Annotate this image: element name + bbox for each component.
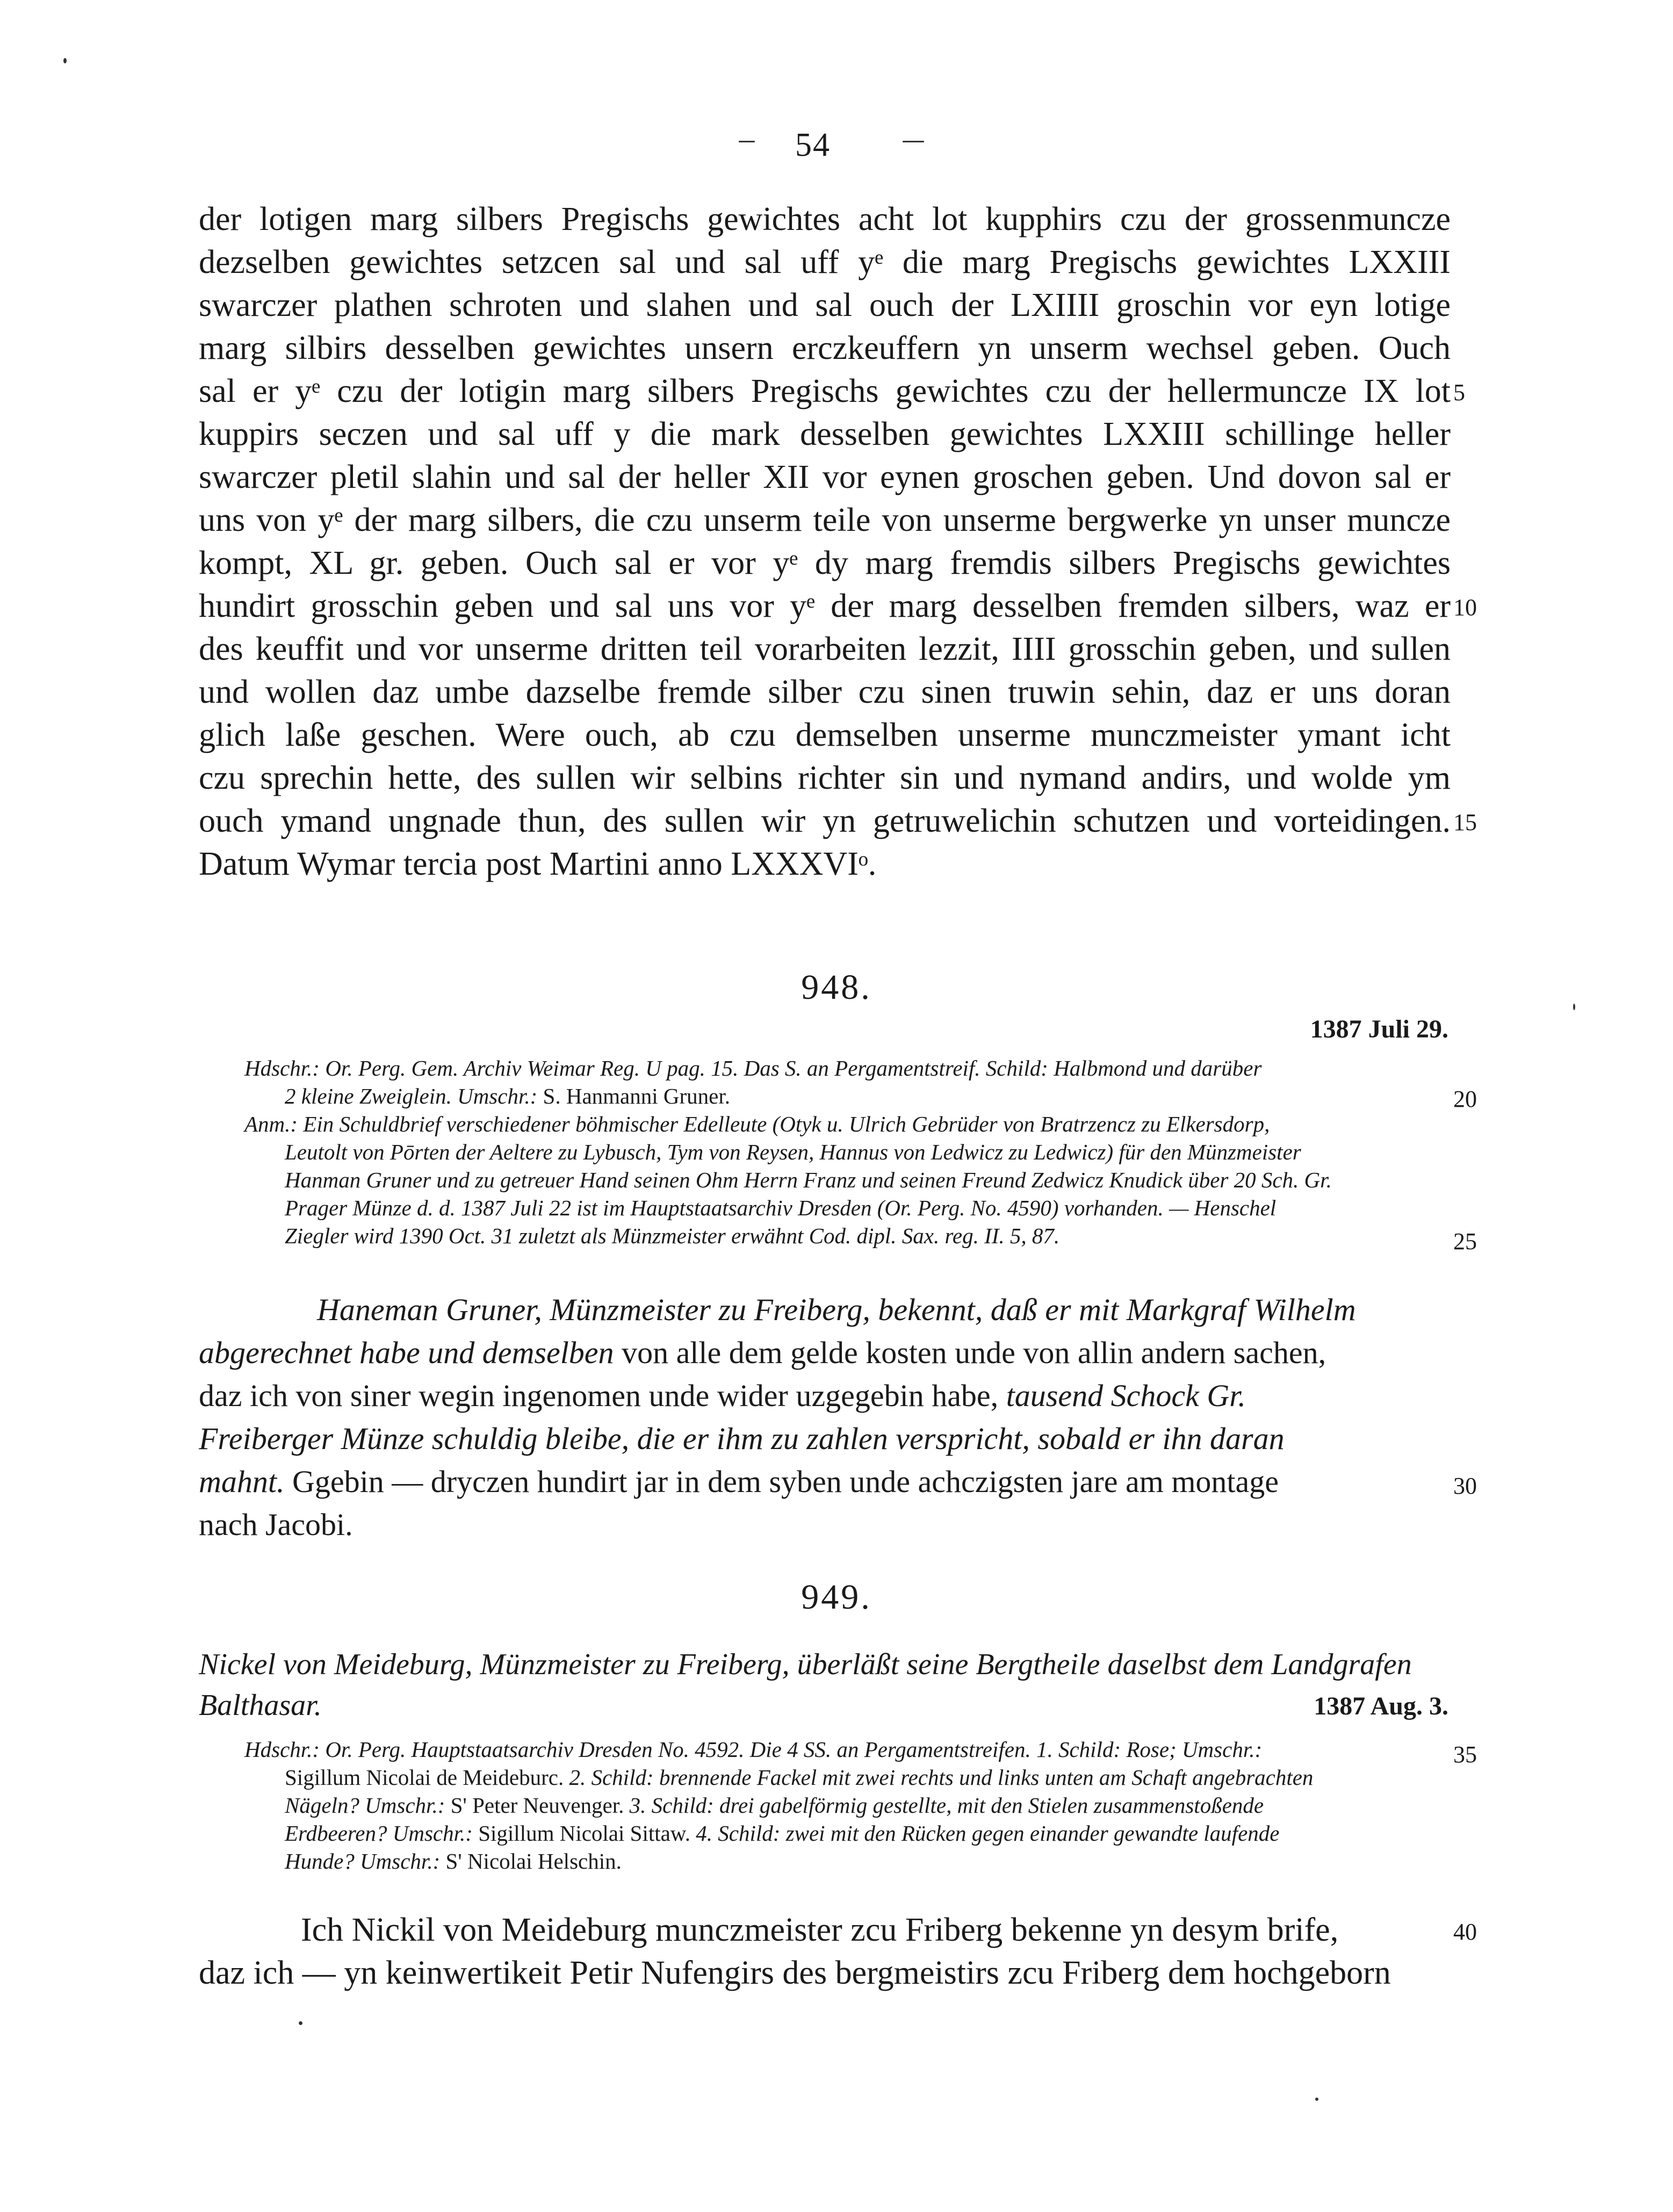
quoted-text: Ggebin — dryczen hundirt jar in dem syben unde achczigsten jare am montage bbox=[292, 1464, 1279, 1499]
regest-line: Freiberger Münze schuldig bleibe, die er ihm zu zahlen verspricht, sobald er ihn daran bbox=[199, 1421, 1285, 1456]
regest-line bbox=[199, 1375, 1451, 1416]
manuscript-note: Hdschr.: Or. Perg. Gem. Archiv Weimar Reg. U pag. 15. Das S. an Pergamentstreif. Schild: Halbmond und darüber bbox=[244, 1056, 1262, 1080]
scan-speck bbox=[299, 2021, 302, 2025]
quoted-text: von alle dem gelde kosten unde von allin andern sachen, bbox=[622, 1335, 1326, 1370]
text-line: Datum Wymar tercia post Martini anno LXXXVIᵒ. bbox=[199, 846, 877, 882]
note-text: Hunde? Umschr.: bbox=[285, 1849, 441, 1874]
text-line: glich laße geschen. Were ouch, ab czu demselben unserme munczmeister ymant icht bbox=[199, 717, 1451, 753]
annotation-note: Prager Münze d. d. 1387 Juli 22 ist im Hauptstaatsarchiv Dresden (Or. Perg. No. 4590) vorhanden. — Henschel bbox=[285, 1195, 1277, 1220]
text-line: ouch ymand ungnade thun, des sullen wir yn getruwelichin schutzen und vorteidingen. bbox=[199, 803, 1451, 839]
quoted-text: daz ich von siner wegin ingenomen unde wider uzgegebin habe, bbox=[199, 1378, 999, 1413]
annotation-note: Anm.: Ein Schuldbrief verschiedener böhmischer Edelleute (Otyk u. Ulrich Gebrüder von Bratrzencz zu Elkersdorp, bbox=[244, 1112, 1270, 1136]
regest-title: Nickel von Meideburg, Münzmeister zu Freiberg, überläßt seine Bergtheile daselbst dem Landgrafen bbox=[199, 1648, 1412, 1681]
line-number: 30 bbox=[1453, 1473, 1477, 1499]
text-line: und wollen daz umbe dazselbe fremde silber czu sinen truwin sehin, daz er uns doran bbox=[199, 674, 1451, 710]
note-text: 4. Schild: zwei mit den Rücken gegen einander gewandte laufende bbox=[696, 1821, 1280, 1846]
text-line: des keuffit und vor unserme dritten teil vorarbeiten lezzit, IIII grosschin geben, und sullen bbox=[199, 631, 1451, 667]
note-text: Nägeln? Umschr.: bbox=[285, 1793, 445, 1818]
scan-speck bbox=[63, 58, 67, 63]
regest-title: Balthasar. bbox=[199, 1689, 322, 1722]
note-text: Erdbeeren? Umschr.: bbox=[285, 1821, 473, 1846]
line-number: 20 bbox=[1453, 1086, 1477, 1112]
text-line: swarczer plathen schroten und slahen und sal ouch der LXIIII groschin vor eyn lotige bbox=[199, 287, 1451, 323]
line-number: 5 bbox=[1453, 379, 1465, 406]
manuscript-note: Hdschr.: Or. Perg. Hauptstaatsarchiv Dresden No. 4592. Die 4 SS. an Pergamentstreifen. 1. Schild: Rose; Umschr.: bbox=[244, 1737, 1263, 1762]
note-text: 2. Schild: brennende Fackel mit zwei rechts und links unten am Schaft angebrachten bbox=[569, 1765, 1314, 1790]
annotation-note: Hanman Gruner und zu getreuer Hand seinen Ohm Herrn Franz und seinen Freund Zedwicz Knudick über 20 Sch. Gr. bbox=[285, 1168, 1332, 1192]
text-line: Ich Nickil von Meideburg munczmeister zcu Friberg bekenne yn desym brife, bbox=[301, 1912, 1339, 1948]
note-text: 3. Schild: drei gabelförmig gestellte, mit den Stielen zusammenstoßende bbox=[629, 1793, 1264, 1818]
regest-italic: mahnt. bbox=[199, 1464, 285, 1499]
text-line: czu sprechin hette, des sullen wir selbins richter sin und nymand andirs, und wolde ym bbox=[199, 760, 1451, 796]
line-number: 25 bbox=[1453, 1228, 1477, 1255]
manuscript-note bbox=[285, 1791, 1515, 1819]
manuscript-note bbox=[285, 1082, 1515, 1110]
regest-line: nach Jacobi. bbox=[199, 1507, 353, 1542]
text-line: marg silbirs desselben gewichtes unsern erczkeuffern yn unserm wechsel geben. Ouch bbox=[199, 330, 1451, 366]
line-number: 15 bbox=[1453, 809, 1477, 835]
text-line: uns von yᵉ der marg silbers, die czu unserm teile von unserme bergwerke yn unser muncze bbox=[199, 502, 1451, 538]
line-number: 35 bbox=[1453, 1741, 1477, 1768]
text-line: hundirt grosschin geben und sal uns vor yᵉ der marg desselben fremden silbers, waz er bbox=[199, 588, 1451, 624]
text-line: sal er yᵉ czu der lotigin marg silbers Pregischs gewichtes czu der hellermuncze IX lot bbox=[199, 373, 1451, 409]
manuscript-note bbox=[285, 1763, 1515, 1791]
text-line: swarczer pletil slahin und sal der heller XII vor eynen groschen geben. Und dovon sal er bbox=[199, 459, 1451, 495]
text-line: dezselben gewichtes setzcen sal und sal uff yᵉ die marg Pregischs gewichtes LXXIII bbox=[199, 244, 1451, 280]
regest-line: Haneman Gruner, Münzmeister zu Freiberg, bekennt, daß er mit Markgraf Wilhelm bbox=[317, 1292, 1356, 1327]
seal-inscription: Sigillum Nicolai Sittaw. bbox=[478, 1821, 691, 1846]
seal-inscription: S. Hanmanni Gruner. bbox=[543, 1084, 730, 1108]
document-date-948: 1387 Juli 29. bbox=[1310, 1015, 1448, 1043]
scan-speck bbox=[1315, 2098, 1318, 2101]
seal-inscription: S' Nicolai Helschin. bbox=[445, 1849, 622, 1874]
note-text: 2 kleine Zweiglein. Umschr.: bbox=[285, 1084, 538, 1108]
line-number: 10 bbox=[1453, 594, 1477, 621]
page-number: 54 bbox=[795, 127, 831, 163]
regest-line bbox=[199, 1332, 1451, 1373]
text-line: kompt, XL gr. geben. Ouch sal er vor yᵉ dy marg fremdis silbers Pregischs gewichtes bbox=[199, 545, 1451, 581]
text-line: der lotigen marg silbers Pregischs gewichtes acht lot kupphirs czu der grossenmuncze bbox=[199, 201, 1451, 237]
document-number-949: 949. bbox=[801, 1577, 872, 1617]
annotation-note: Leutolt von Pōrten der Aeltere zu Lybusch, Tym von Reysen, Hannus von Ledwicz zu Ledwicz) für den Münzmeister bbox=[285, 1140, 1301, 1164]
text-line: daz ich — yn keinwertikeit Petir Nufengirs des bergmeistirs zcu Friberg dem hochgeborn bbox=[199, 1955, 1391, 1991]
scan-speck bbox=[903, 141, 924, 142]
line-number: 40 bbox=[1453, 1919, 1477, 1945]
regest-italic: tausend Schock Gr. bbox=[1006, 1378, 1246, 1413]
document-date-949: 1387 Aug. 3. bbox=[1314, 1692, 1448, 1720]
text-line: kuppirs seczen und sal uff y die mark desselben gewichtes LXXIII schillinge heller bbox=[199, 416, 1451, 452]
regest-line bbox=[199, 1461, 1451, 1502]
document-number-948: 948. bbox=[801, 968, 872, 1007]
seal-inscription: S' Peter Neuvenger. bbox=[450, 1793, 624, 1818]
regest-italic: abgerechnet habe und demselben bbox=[199, 1335, 614, 1370]
scan-speck bbox=[739, 141, 755, 142]
annotation-note: Ziegler wird 1390 Oct. 31 zuletzt als Münzmeister erwähnt Cod. dipl. Sax. reg. II. 5, 87. bbox=[285, 1223, 1060, 1248]
seal-inscription: Sigillum Nicolai de Meideburc. bbox=[285, 1765, 564, 1790]
manuscript-note bbox=[285, 1847, 1515, 1875]
manuscript-note bbox=[285, 1819, 1515, 1847]
